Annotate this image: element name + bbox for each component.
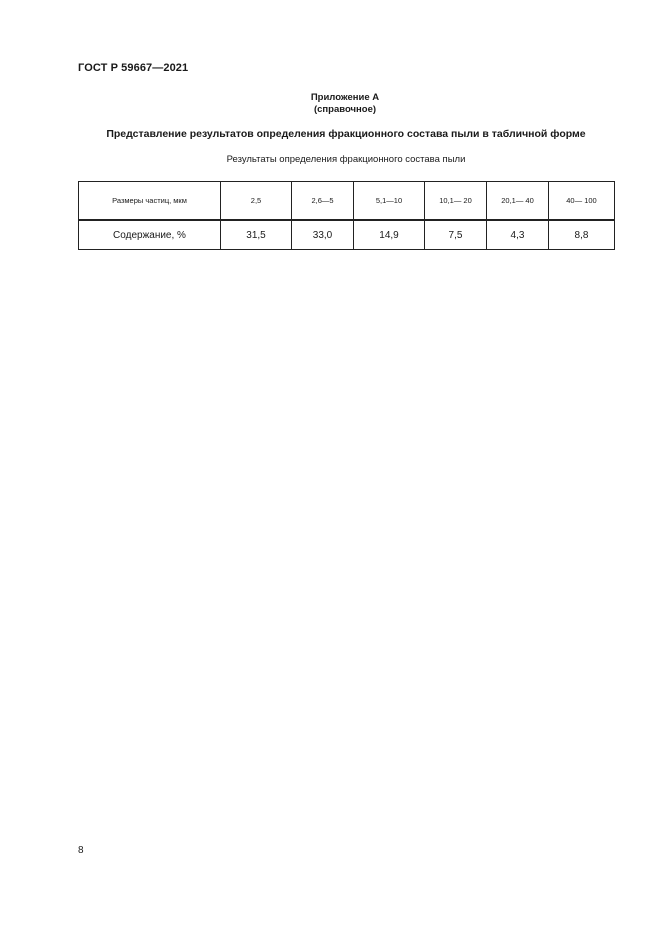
- column-header: 2,6—5: [292, 182, 354, 221]
- table-cell: 14,9: [354, 220, 425, 250]
- table-cell: 31,5: [221, 220, 292, 250]
- results-table: [78, 181, 615, 250]
- table-cell: 33,0: [292, 220, 354, 250]
- column-header: 2,5: [221, 182, 292, 221]
- column-header: 10,1— 20: [425, 182, 487, 221]
- data-row-label: Содержание, %: [79, 220, 221, 250]
- table-cell: 8,8: [549, 220, 615, 250]
- table-cell: 7,5: [425, 220, 487, 250]
- row-header-label: Размеры частиц, мкм: [79, 182, 221, 221]
- section-title: Представление результатов определения фракционного состава пыли в табличной форме: [106, 128, 586, 140]
- column-header: 20,1— 40: [487, 182, 549, 221]
- page-number: 8: [78, 845, 84, 856]
- appendix-heading: [0, 92, 661, 116]
- column-header: 5,1—10: [354, 182, 425, 221]
- document-header: ГОСТ Р 59667—2021: [78, 62, 189, 74]
- table-caption: Результаты определения фракционного состава пыли: [226, 154, 466, 165]
- appendix-title: Приложение А: [310, 92, 380, 103]
- table-cell: 4,3: [487, 220, 549, 250]
- column-header: 40— 100: [549, 182, 615, 221]
- appendix-subtitle: (справочное): [313, 104, 377, 115]
- table-data-row: [79, 220, 615, 250]
- table-header-row: [79, 182, 615, 221]
